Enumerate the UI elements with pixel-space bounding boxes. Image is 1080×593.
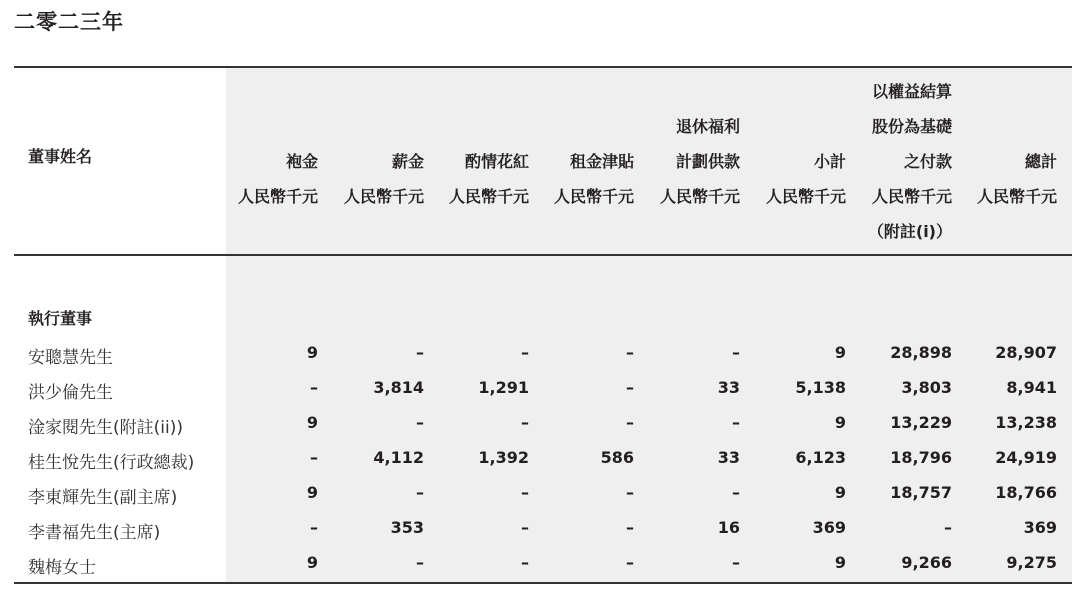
column-header-line: 人民幣千元 [871, 187, 952, 206]
column-header-line: 薪金 [391, 152, 424, 171]
header-bottom-rule [14, 254, 1072, 256]
column-header-discretionary-bonus [449, 144, 529, 214]
cell-discretionary-bonus: 1,392 [478, 448, 529, 467]
cell-total: 369 [1023, 518, 1057, 537]
cell-rental-allowance: – [626, 483, 634, 502]
column-header-line: 酌情花紅 [464, 152, 529, 171]
director-name: 李書福先生(主席) [28, 523, 161, 543]
cell-total: 28,907 [995, 343, 1057, 362]
cell-retirement-contribution: 16 [717, 518, 740, 537]
cell-fees: – [310, 518, 318, 537]
cell-total: 9,275 [1006, 553, 1057, 572]
table-row [14, 371, 1072, 406]
column-header-line: 人民幣千元 [976, 187, 1057, 206]
cell-retirement-contribution: 33 [717, 378, 740, 397]
cell-salaries: – [416, 343, 424, 362]
cell-total: 24,919 [995, 448, 1057, 467]
table-row [14, 546, 1072, 581]
director-name: 安聰慧先生 [28, 348, 113, 368]
cell-fees: – [310, 448, 318, 467]
cell-total: 18,766 [995, 483, 1057, 502]
table-row [14, 511, 1072, 546]
column-header-total [977, 144, 1057, 214]
column-header-fees [238, 144, 318, 214]
cell-rental-allowance: – [626, 553, 634, 572]
section-label-executive-directors: 執行董事 [28, 309, 93, 328]
cell-fees: 9 [306, 553, 318, 572]
column-header-line: 人民幣千元 [448, 187, 529, 206]
cell-retirement-contribution: – [732, 343, 740, 362]
column-header-director-name: 董事姓名 [28, 147, 93, 166]
column-header-line: 袍金 [285, 152, 318, 171]
cell-subtotal: 9 [834, 413, 846, 432]
cell-salaries: 353 [390, 518, 424, 537]
cell-salaries: – [416, 553, 424, 572]
column-header-salaries [344, 144, 424, 214]
compensation-table [14, 66, 1072, 586]
cell-equity-settled-payment: 18,757 [890, 483, 952, 502]
cell-fees: – [310, 378, 318, 397]
cell-rental-allowance: – [626, 413, 634, 432]
column-header-line: 人民幣千元 [659, 187, 740, 206]
column-header-line: 人民幣千元 [765, 187, 846, 206]
column-header-line: 退休福利 [675, 117, 740, 136]
column-header-retirement-contribution [660, 109, 740, 214]
cell-retirement-contribution: – [732, 413, 740, 432]
cell-equity-settled-payment: 18,796 [890, 448, 952, 467]
cell-total: 8,941 [1006, 378, 1057, 397]
column-header-line: 小計 [813, 152, 846, 171]
table-row [14, 336, 1072, 371]
cell-equity-settled-payment: – [944, 518, 952, 537]
cell-subtotal: 9 [834, 483, 846, 502]
column-header-line: 人民幣千元 [237, 187, 318, 206]
table-row [14, 441, 1072, 476]
cell-salaries: 3,814 [373, 378, 424, 397]
table-row [14, 476, 1072, 511]
column-header-line: 計劃供款 [675, 152, 740, 171]
cell-salaries: – [416, 413, 424, 432]
director-name: 李東輝先生(副主席) [28, 488, 178, 508]
table-bottom-rule [14, 582, 1072, 584]
column-header-line: 人民幣千元 [553, 187, 634, 206]
column-header-subtotal [766, 144, 846, 214]
column-header-line: 股份為基礎 [871, 117, 952, 136]
director-name: 桂生悅先生(行政總裁) [28, 453, 195, 473]
cell-discretionary-bonus: – [521, 343, 529, 362]
cell-salaries: – [416, 483, 424, 502]
cell-rental-allowance: – [626, 518, 634, 537]
cell-salaries: 4,112 [373, 448, 424, 467]
column-header-line: （附註(i)） [867, 222, 952, 241]
cell-fees: 9 [306, 343, 318, 362]
cell-equity-settled-payment: 28,898 [890, 343, 952, 362]
cell-retirement-contribution: – [732, 483, 740, 502]
column-header-line: 人民幣千元 [343, 187, 424, 206]
cell-subtotal: 6,123 [795, 448, 846, 467]
column-header-line: 租金津貼 [569, 152, 634, 171]
cell-rental-allowance: 586 [600, 448, 634, 467]
table-row [14, 406, 1072, 441]
cell-fees: 9 [306, 413, 318, 432]
director-name: 淦家閱先生(附註(ii)) [28, 418, 183, 438]
director-name: 洪少倫先生 [28, 383, 113, 403]
column-header-line: 總計 [1024, 152, 1057, 171]
cell-rental-allowance: – [626, 343, 634, 362]
cell-discretionary-bonus: 1,291 [478, 378, 529, 397]
cell-equity-settled-payment: 9,266 [901, 553, 952, 572]
cell-equity-settled-payment: 13,229 [890, 413, 952, 432]
page-title: 二零二三年 [14, 10, 124, 34]
cell-subtotal: 5,138 [795, 378, 846, 397]
cell-discretionary-bonus: – [521, 518, 529, 537]
cell-subtotal: 369 [812, 518, 846, 537]
cell-retirement-contribution: 33 [717, 448, 740, 467]
director-name: 魏梅女士 [28, 558, 96, 578]
cell-total: 13,238 [995, 413, 1057, 432]
column-header-rental-allowance [554, 144, 634, 214]
column-header-line: 之付款 [903, 152, 952, 171]
cell-retirement-contribution: – [732, 553, 740, 572]
cell-discretionary-bonus: – [521, 483, 529, 502]
column-header-equity-settled-payment [868, 74, 952, 249]
cell-discretionary-bonus: – [521, 553, 529, 572]
cell-fees: 9 [306, 483, 318, 502]
cell-subtotal: 9 [834, 553, 846, 572]
column-header-line: 以權益結算 [871, 82, 952, 101]
cell-subtotal: 9 [834, 343, 846, 362]
cell-equity-settled-payment: 3,803 [901, 378, 952, 397]
table-top-rule [14, 66, 1072, 68]
cell-discretionary-bonus: – [521, 413, 529, 432]
cell-rental-allowance: – [626, 378, 634, 397]
